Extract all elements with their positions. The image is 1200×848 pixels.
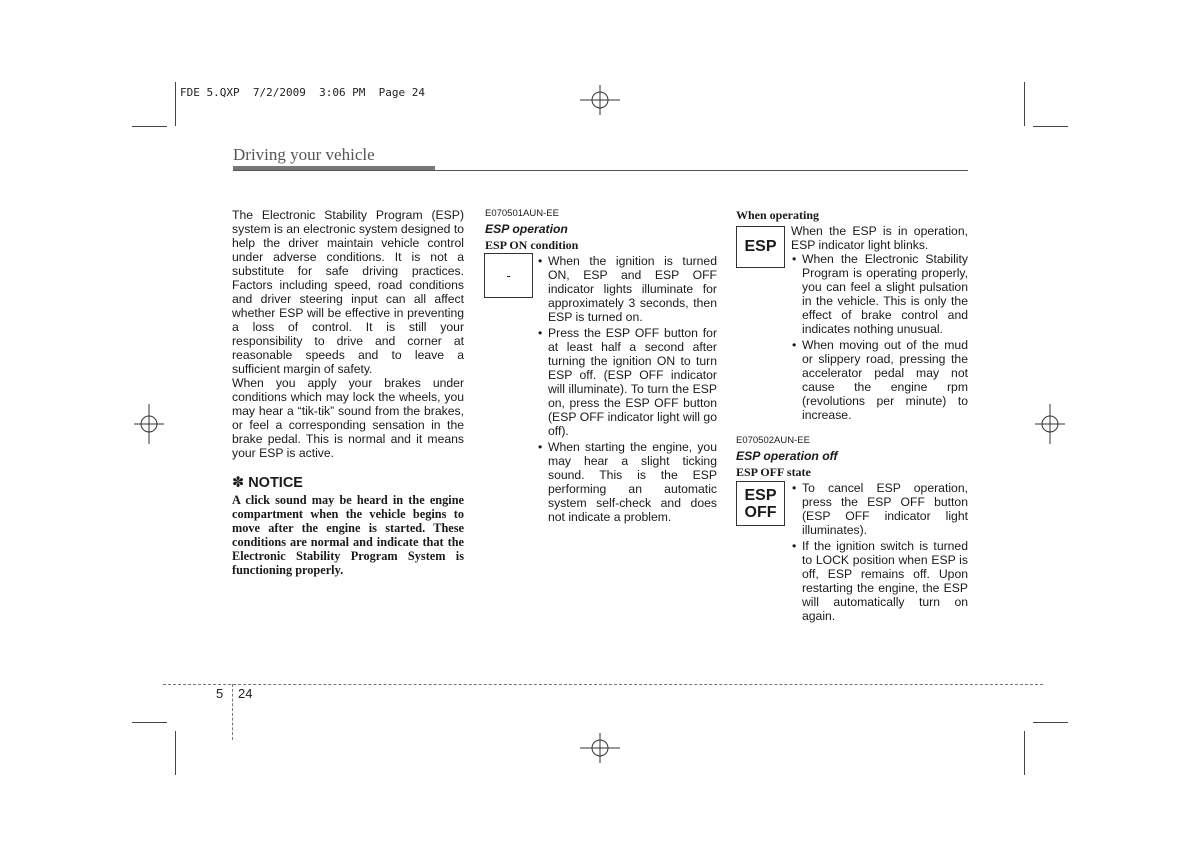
- registration-mark-bottom: [580, 733, 620, 763]
- footer-divider: [232, 684, 233, 740]
- esp-indicator-icon: [736, 226, 785, 268]
- crop-mark: [1033, 722, 1068, 723]
- page-number: 24: [238, 686, 253, 701]
- esp-icon-label: ESP: [744, 238, 777, 255]
- crop-mark: [175, 82, 176, 126]
- list-item: • Press the ESP OFF button for at least half a second after turning the ignition ON to turn ESP off. (ESP OFF indicator will illuminate). To turn the ESP on, press the ESP OFF button (ESP OFF indicator light will go off).: [537, 326, 717, 438]
- crop-mark: [1024, 731, 1025, 775]
- esp-off-label-line2: OFF: [744, 503, 777, 521]
- indicator-label: -: [506, 267, 511, 283]
- header-rule: [233, 170, 968, 171]
- section-code: E070501AUN-EE: [485, 208, 559, 219]
- print-slug: FDE 5.QXP 7/2/2009 3:06 PM Page 24: [180, 86, 426, 99]
- section-title: ESP operation off: [736, 449, 838, 463]
- crop-mark: [1033, 126, 1068, 127]
- section-code: E070502AUN-EE: [736, 435, 810, 446]
- crop-mark: [132, 722, 167, 723]
- operating-title: When operating: [736, 208, 820, 222]
- registration-mark-right: [1035, 404, 1065, 444]
- operating-list: [791, 252, 968, 422]
- notice-star-icon: ✽: [232, 475, 245, 491]
- notice-heading: [232, 474, 464, 492]
- condition-title: ESP ON condition: [485, 238, 579, 252]
- off-state-list: [791, 481, 968, 623]
- intro-paragraph: The Electronic Stability Program (ESP) system is an electronic system designed to help the driver maintain vehicle control under adverse conditions. It is not a substitute for safe driving practices. Factors including speed, road conditions and driver steering input can all affect whether ESP will be effective in preventing a loss of control. It is still your responsibility to drive and corner at reasonable speeds and to leave a sufficient margin of safety.: [232, 208, 464, 376]
- brake-paragraph: When you apply your brakes under conditions which may lock the wheels, you may hear a “tik-tik” sound from the brakes, or feel a corresponding sensation in the brake pedal. This is normal and it means your ESP is active.: [232, 376, 464, 460]
- crop-mark: [132, 126, 167, 127]
- esp-status-column: [736, 208, 968, 625]
- operating-intro: When the ESP is in operation, ESP indicator light blinks.: [791, 224, 968, 252]
- esp-on-block: [485, 254, 717, 524]
- crop-mark: [175, 731, 176, 775]
- registration-mark-left: [134, 404, 164, 444]
- off-state-block: [736, 481, 968, 623]
- list-item: • When the Electronic Stability Program is operating properly, you can feel a slight pulsation in the vehicle. This is only the effect of brake control and indicates nothing unusual.: [791, 252, 968, 336]
- chapter-title: Driving your vehicle: [233, 145, 375, 164]
- esp-on-list: [537, 254, 717, 524]
- footer-rule: [163, 684, 1043, 685]
- chapter-number: 5: [216, 686, 224, 701]
- esp-on-indicator-icon: [484, 253, 533, 298]
- list-item: • If the ignition switch is turned to LOCK position when ESP is off, ESP remains off. Upon restarting the engine, the ESP will automatically turn on again.: [791, 539, 968, 623]
- esp-off-label-line1: ESP: [744, 486, 777, 504]
- notice-text: A click sound may be heard in the engine compartment when the vehicle begins to move after the engine is started. These conditions are normal and indicate that the Electronic Stability Program System is functioning properly.: [232, 493, 464, 577]
- list-item: • To cancel ESP operation, press the ESP OFF button (ESP OFF indicator light illuminates).: [791, 481, 968, 537]
- off-state-title: ESP OFF state: [736, 465, 811, 479]
- notice-label: NOTICE: [248, 475, 303, 491]
- list-item: • When the ignition is turned ON, ESP and ESP OFF indicator lights illuminate for approximately 3 seconds, then ESP is turned on.: [537, 254, 717, 324]
- crop-mark: [1024, 82, 1025, 126]
- list-item: • When starting the engine, you may hear a slight ticking sound. This is the ESP performing an automatic system self-check and does not indicate a problem.: [537, 440, 717, 524]
- registration-mark-top: [580, 85, 620, 115]
- intro-column: [232, 208, 464, 577]
- esp-off-indicator-icon: [736, 481, 785, 526]
- section-title: ESP operation: [485, 222, 568, 236]
- operating-block: [736, 224, 968, 422]
- esp-operation-column: [485, 208, 717, 526]
- list-item: • When moving out of the mud or slippery road, pressing the accelerator pedal may not cause the engine rpm (revolutions per minute) to increase.: [791, 338, 968, 422]
